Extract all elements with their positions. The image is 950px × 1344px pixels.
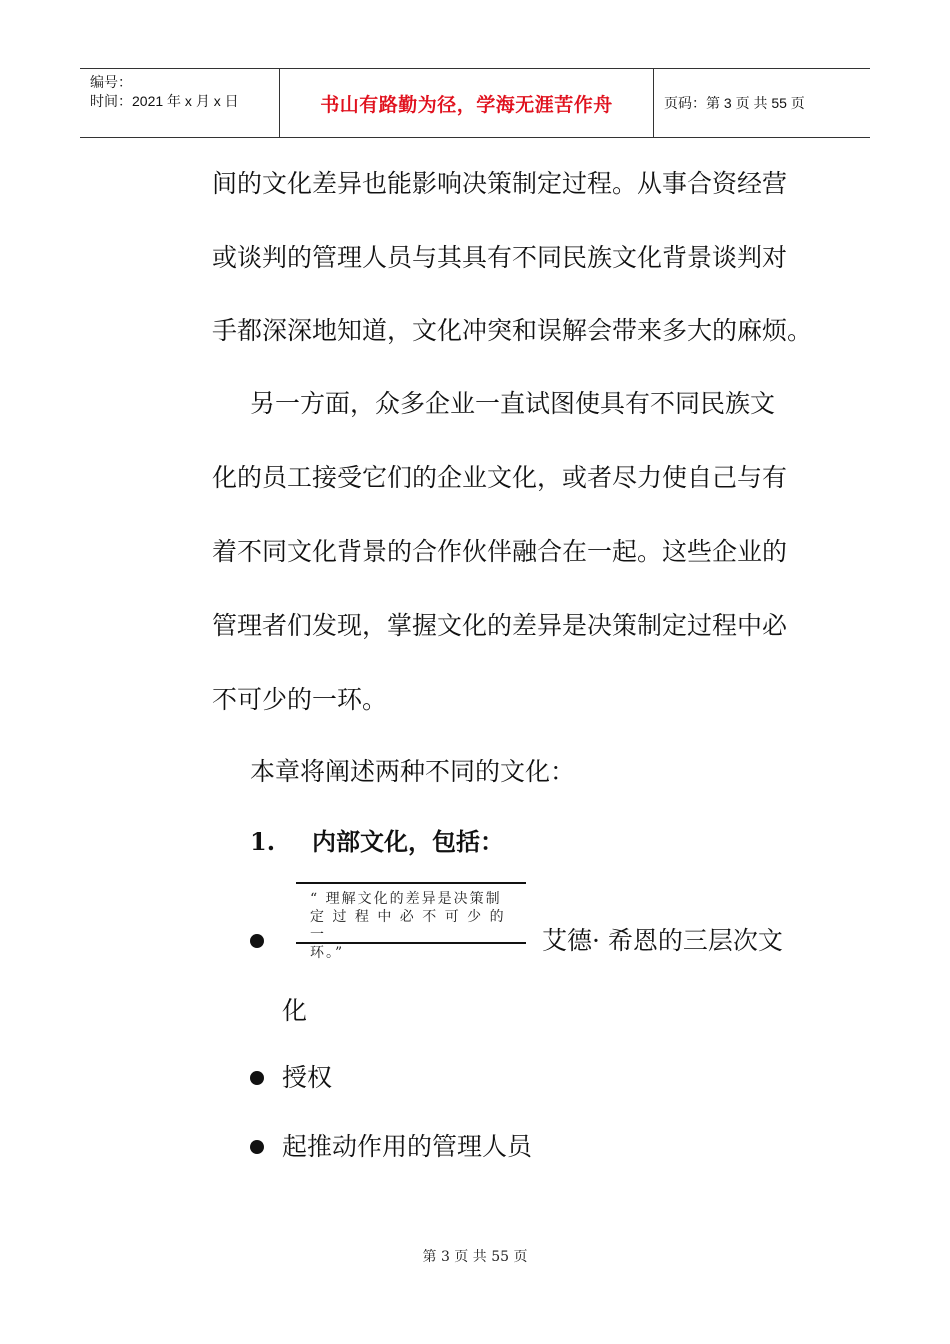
header-motto: 书山有路勤为径，学海无涯苦作舟	[280, 69, 654, 137]
bullet-dot-icon	[250, 1140, 264, 1154]
pull-quote-line: 环。”	[310, 945, 345, 961]
page-footer: 第 3 页 共 55 页	[422, 1249, 528, 1265]
body-line: 本章将阐述两种不同的文化：	[250, 757, 576, 786]
body-line: 手都深深地知道，文化冲突和误解会带来多大的麻烦。	[212, 316, 813, 345]
header-meta	[80, 69, 280, 137]
list-item: 授权	[282, 1063, 333, 1092]
list-item-continuation: 化	[282, 996, 308, 1025]
body-line: 或谈判的管理人员与其具有不同民族文化背景谈判对	[212, 243, 788, 272]
body-line: 化的员工接受它们的企业文化，或者尽力使自己与有	[212, 463, 788, 492]
section-number: 1.	[250, 827, 276, 856]
list-item: 起推动作用的管理人员	[282, 1132, 533, 1161]
body-line: 间的文化差异也能影响决策制定过程。从事合资经营	[212, 169, 788, 198]
pull-quote-box	[296, 882, 526, 961]
section-heading	[250, 822, 504, 857]
body-line: 不可少的一环。	[212, 685, 388, 714]
body-line: 管理者们发现，掌握文化的差异是决策制定过程中必	[212, 611, 788, 640]
header-time-label: 时间：2021 年 x 月 x 日	[90, 93, 239, 109]
section-title: 内部文化，包括：	[312, 827, 504, 856]
header-number-label: 编号：	[90, 74, 132, 90]
bullet-dot-icon	[250, 934, 264, 948]
body-line: 另一方面，众多企业一直试图使具有不同民族文	[250, 389, 776, 418]
bullet-dot-icon	[250, 1071, 264, 1085]
header-page-info: 页码：第 3 页 共 55 页	[664, 95, 805, 111]
page-header	[80, 68, 870, 138]
pull-quote-line: “ 理解文化的差异是决策制	[310, 891, 502, 907]
body-line: 着不同文化背景的合作伙伴融合在一起。这些企业的	[212, 537, 788, 566]
pull-quote-line: 定 过 程 中 必 不 可 少 的 一	[310, 909, 506, 943]
list-item: 艾德· 希恩的三层次文	[542, 926, 783, 955]
